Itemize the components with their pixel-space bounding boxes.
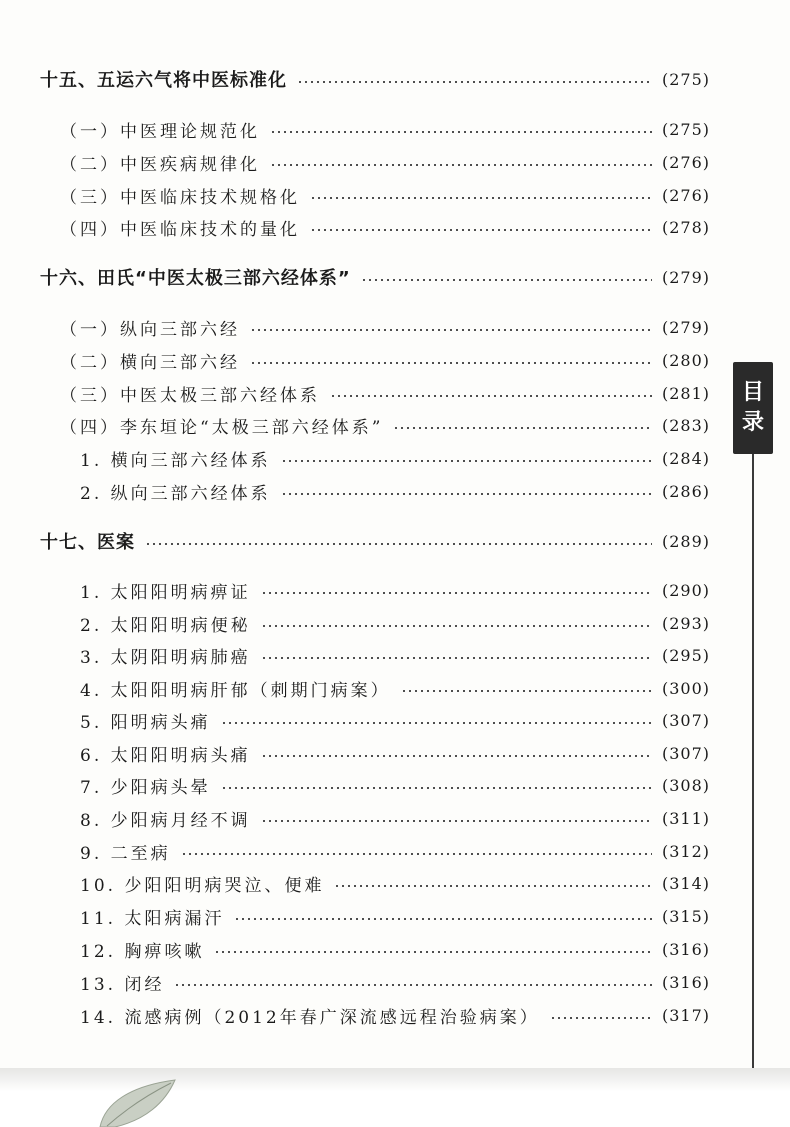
toc-entry-page: (275) — [661, 69, 710, 89]
toc-entry-page: (300) — [661, 678, 710, 698]
toc-entry — [0, 770, 710, 800]
dot-leader — [297, 81, 652, 83]
toc-entry — [0, 64, 710, 94]
toc-entry-page: (281) — [661, 383, 710, 403]
dot-leader — [270, 131, 652, 133]
toc-entry-title: （二）中医疾病规律化 — [60, 154, 260, 175]
toc-entry — [0, 738, 710, 768]
toc-entry-page: (276) — [661, 152, 710, 172]
toc-entry-page: (308) — [661, 775, 710, 795]
toc-entry-title: 14. 流感病例（2012年春广深流感远程治验病案） — [80, 1007, 540, 1028]
dot-leader — [214, 951, 652, 953]
toc-entry-title: 十五、五运六气将中医标准化 — [40, 70, 287, 91]
dot-leader — [250, 362, 652, 364]
toc-entry-title: 11. 太阳病漏汗 — [80, 908, 225, 929]
toc-entry — [0, 378, 710, 408]
dot-leader — [550, 1017, 652, 1019]
toc-entry-page: (307) — [661, 710, 710, 730]
leaf-illustration — [95, 1078, 185, 1127]
dot-leader — [261, 625, 652, 627]
toc-entry-page: (280) — [661, 350, 710, 370]
section-tab — [733, 362, 773, 454]
toc-entry — [0, 443, 710, 473]
dot-leader — [393, 427, 652, 429]
toc-entry-page: (312) — [661, 841, 710, 861]
toc-entry — [0, 476, 710, 506]
toc-entry-title: 7. 少阳病头晕 — [80, 777, 211, 798]
toc-entry-title: （一）中医理论规范化 — [60, 121, 260, 142]
toc-entry-title: 6. 太阳阳明病头痛 — [80, 745, 251, 766]
toc-entry-page: (276) — [661, 185, 710, 205]
dot-leader — [281, 493, 652, 495]
toc-entry-page: (289) — [661, 531, 710, 551]
dot-leader — [181, 853, 652, 855]
dot-leader — [221, 787, 652, 789]
dot-leader — [270, 164, 652, 166]
toc-entry-page: (316) — [661, 972, 710, 992]
section-tab-label-2: 录 — [741, 410, 764, 435]
toc-entry-title: 3. 太阴阳明病肺癌 — [80, 647, 251, 668]
toc-entry — [0, 640, 710, 670]
toc-entry — [0, 212, 710, 242]
toc-entry-page: (290) — [661, 580, 710, 600]
dot-leader — [281, 460, 652, 462]
toc-entry-title: 12. 胸痹咳嗽 — [80, 941, 205, 962]
toc-entry-page: (286) — [661, 481, 710, 501]
dot-leader — [361, 279, 652, 281]
toc-entry-title: 10. 少阳阳明病哭泣、便难 — [80, 875, 325, 896]
toc-entry — [0, 803, 710, 833]
dot-leader — [234, 918, 652, 920]
toc-entry-title: 2. 太阳阳明病便秘 — [80, 615, 251, 636]
page-edge-line — [752, 454, 754, 1070]
toc-entry — [0, 608, 710, 638]
toc-entry-title: 13. 闭经 — [80, 974, 165, 995]
toc-entry — [0, 312, 710, 342]
toc-entry — [0, 147, 710, 177]
toc-entry-title: （二）横向三部六经 — [60, 352, 240, 373]
toc-entry-title: （三）中医临床技术规格化 — [60, 187, 300, 208]
dot-leader — [261, 755, 652, 757]
toc-entry-title: 8. 少阳病月经不调 — [80, 810, 251, 831]
toc-entry-title: 十六、田氏“中医太极三部六经体系” — [40, 268, 351, 289]
toc-entry-page: (284) — [661, 448, 710, 468]
toc-entry — [0, 180, 710, 210]
toc-entry-title: 十七、医案 — [40, 532, 135, 553]
dot-leader — [330, 395, 652, 397]
dot-leader — [145, 543, 652, 545]
toc-entry-page: (293) — [661, 613, 710, 633]
toc-entry — [0, 673, 710, 703]
toc-entry-title: （四）中医临床技术的量化 — [60, 219, 300, 240]
dot-leader — [334, 885, 652, 887]
toc-entry — [0, 836, 710, 866]
toc-entry-page: (307) — [661, 743, 710, 763]
toc-entry-title: 1. 横向三部六经体系 — [80, 450, 271, 471]
toc-entry — [0, 526, 710, 556]
toc-entry — [0, 114, 710, 144]
toc-entry — [0, 967, 710, 997]
toc-entry-title: （三）中医太极三部六经体系 — [60, 385, 320, 406]
dot-leader — [221, 722, 652, 724]
toc-entry-page: (275) — [661, 119, 710, 139]
toc-entry-page: (315) — [661, 906, 710, 926]
toc-entry — [0, 934, 710, 964]
toc-entry-title: 5. 阳明病头痛 — [80, 712, 211, 733]
toc-entry-page: (314) — [661, 873, 710, 893]
toc-entry — [0, 868, 710, 898]
toc-entry-page: (311) — [661, 808, 710, 828]
toc-entry — [0, 901, 710, 931]
toc-entry-title: 1. 太阳阳明病痹证 — [80, 582, 251, 603]
dot-leader — [401, 690, 652, 692]
toc-entry-page: (317) — [661, 1005, 710, 1025]
toc-entry-page: (316) — [661, 939, 710, 959]
toc-entry-title: 9. 二至病 — [80, 843, 171, 864]
toc-entry-page: (279) — [661, 267, 710, 287]
toc-entry-page: (278) — [661, 217, 710, 237]
toc-entry-page: (279) — [661, 317, 710, 337]
toc-entry — [0, 345, 710, 375]
dot-leader — [250, 329, 652, 331]
toc-entry-page: (283) — [661, 415, 710, 435]
toc-entry — [0, 410, 710, 440]
toc-entry — [0, 575, 710, 605]
dot-leader — [174, 984, 652, 986]
toc-entry-title: （四）李东垣论“太极三部六经体系” — [60, 417, 384, 438]
toc-entry-title: 2. 纵向三部六经体系 — [80, 483, 271, 504]
toc-entry-title: （一）纵向三部六经 — [60, 319, 240, 340]
toc-entry-title: 4. 太阳阳明病肝郁（刺期门病案） — [80, 680, 391, 701]
toc-entry — [0, 262, 710, 292]
dot-leader — [310, 197, 652, 199]
toc-entry-page: (295) — [661, 645, 710, 665]
toc-entry — [0, 705, 710, 735]
section-tab-label-1: 目 — [741, 380, 764, 405]
dot-leader — [261, 592, 652, 594]
toc-entry — [0, 1000, 710, 1030]
dot-leader — [261, 820, 652, 822]
dot-leader — [310, 229, 652, 231]
dot-leader — [261, 657, 652, 659]
